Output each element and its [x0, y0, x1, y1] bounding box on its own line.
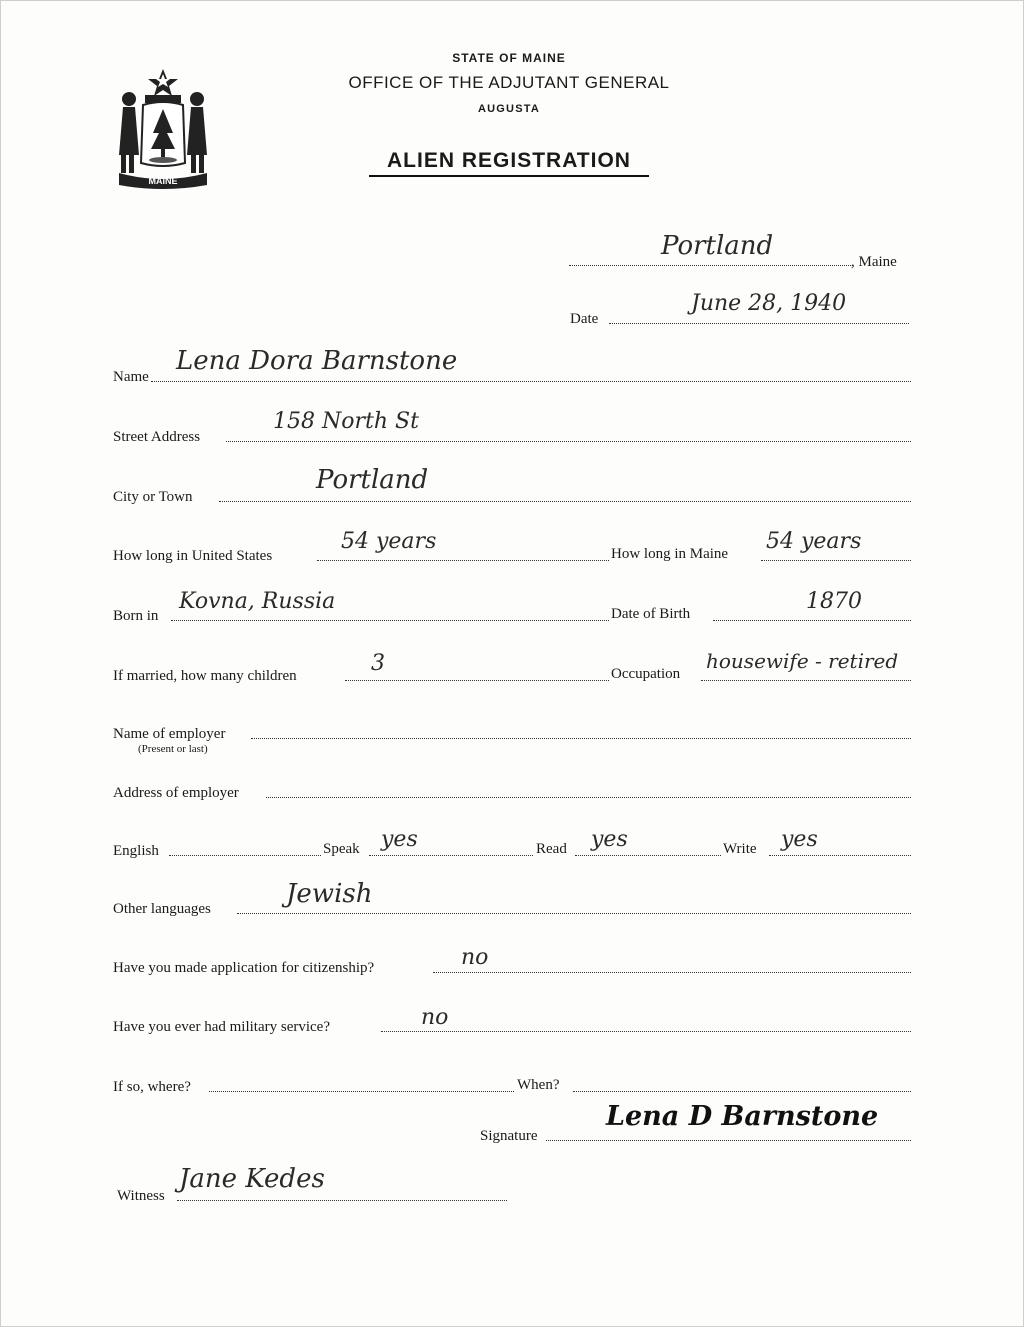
header-state: STATE OF MAINE: [452, 51, 566, 65]
street-label: Street Address: [113, 429, 201, 445]
dob-label: Date of Birth: [611, 606, 691, 622]
date-line: [609, 323, 909, 324]
english-line: [169, 855, 321, 856]
maine-line: [761, 560, 911, 561]
city-label: City or Town: [113, 489, 193, 505]
born-line: [171, 620, 609, 621]
write-line: [769, 855, 911, 856]
employer-line: [251, 738, 911, 739]
military-label: Have you ever had military service?: [113, 1019, 330, 1035]
dob-value: 1870: [806, 589, 862, 614]
when-line: [573, 1091, 911, 1092]
write-label: Write: [723, 841, 757, 857]
form-title: ALIEN REGISTRATION: [387, 149, 631, 172]
other-languages-label: Other languages: [113, 901, 211, 917]
maine-label: How long in Maine: [611, 546, 729, 562]
write-value: yes: [781, 827, 818, 852]
signature-value: Lena D Barnstone: [606, 1101, 879, 1132]
other-languages-value: Jewish: [286, 879, 373, 909]
header-office: OFFICE OF THE ADJUTANT GENERAL: [348, 73, 670, 92]
name-label: Name: [113, 369, 149, 385]
occupation-value: housewife - retired: [706, 649, 899, 673]
header-city: AUGUSTA: [478, 103, 540, 115]
citizenship-line: [433, 972, 911, 973]
witness-line: [177, 1200, 507, 1201]
read-value: yes: [591, 827, 628, 852]
employer-label: Name of employer: [113, 726, 226, 742]
maine-value: 54 years: [766, 529, 862, 554]
name-value: Lena Dora Barnstone: [176, 346, 458, 376]
citizenship-value: no: [461, 945, 489, 970]
english-label: English: [113, 843, 159, 859]
read-label: Read: [536, 841, 567, 857]
dob-line: [713, 620, 911, 621]
military-value: no: [421, 1005, 449, 1030]
us-value: 54 years: [341, 529, 437, 554]
place-line: [569, 265, 851, 266]
street-line: [226, 441, 911, 442]
city-line: [219, 501, 911, 502]
signature-label: Signature: [480, 1128, 538, 1144]
seal-banner: MAINE: [148, 176, 178, 186]
us-line: [317, 560, 609, 561]
where-line: [209, 1091, 514, 1092]
speak-value: yes: [381, 827, 418, 852]
place-suffix: , Maine: [851, 254, 897, 270]
date-value: June 28, 1940: [691, 291, 847, 316]
us-label: How long in United States: [113, 548, 273, 564]
title-underline: [369, 175, 649, 177]
street-value: 158 North St: [273, 409, 419, 434]
born-value: Kovna, Russia: [179, 589, 336, 614]
occupation-line: [701, 680, 911, 681]
witness-label: Witness: [117, 1188, 165, 1204]
where-label: If so, where?: [113, 1079, 191, 1095]
employer-sublabel: (Present or last): [138, 743, 208, 755]
name-line: [151, 381, 911, 382]
children-value: 3: [371, 651, 385, 676]
city-value: Portland: [316, 465, 429, 495]
military-line: [381, 1031, 911, 1032]
place-value: Portland: [661, 231, 774, 261]
employer-address-line: [266, 797, 911, 798]
signature-line: [546, 1140, 911, 1141]
children-line: [345, 680, 609, 681]
witness-value: Jane Kedes: [179, 1164, 325, 1194]
when-label: When?: [517, 1077, 560, 1093]
speak-line: [369, 855, 533, 856]
read-line: [575, 855, 721, 856]
occupation-label: Occupation: [611, 666, 681, 682]
children-label: If married, how many children: [113, 668, 297, 684]
date-label: Date: [570, 311, 599, 327]
citizenship-label: Have you made application for citizenship?: [113, 960, 375, 976]
speak-label: Speak: [323, 841, 360, 857]
other-languages-line: [237, 913, 911, 914]
born-label: Born in: [113, 608, 159, 624]
employer-address-label: Address of employer: [113, 785, 239, 801]
